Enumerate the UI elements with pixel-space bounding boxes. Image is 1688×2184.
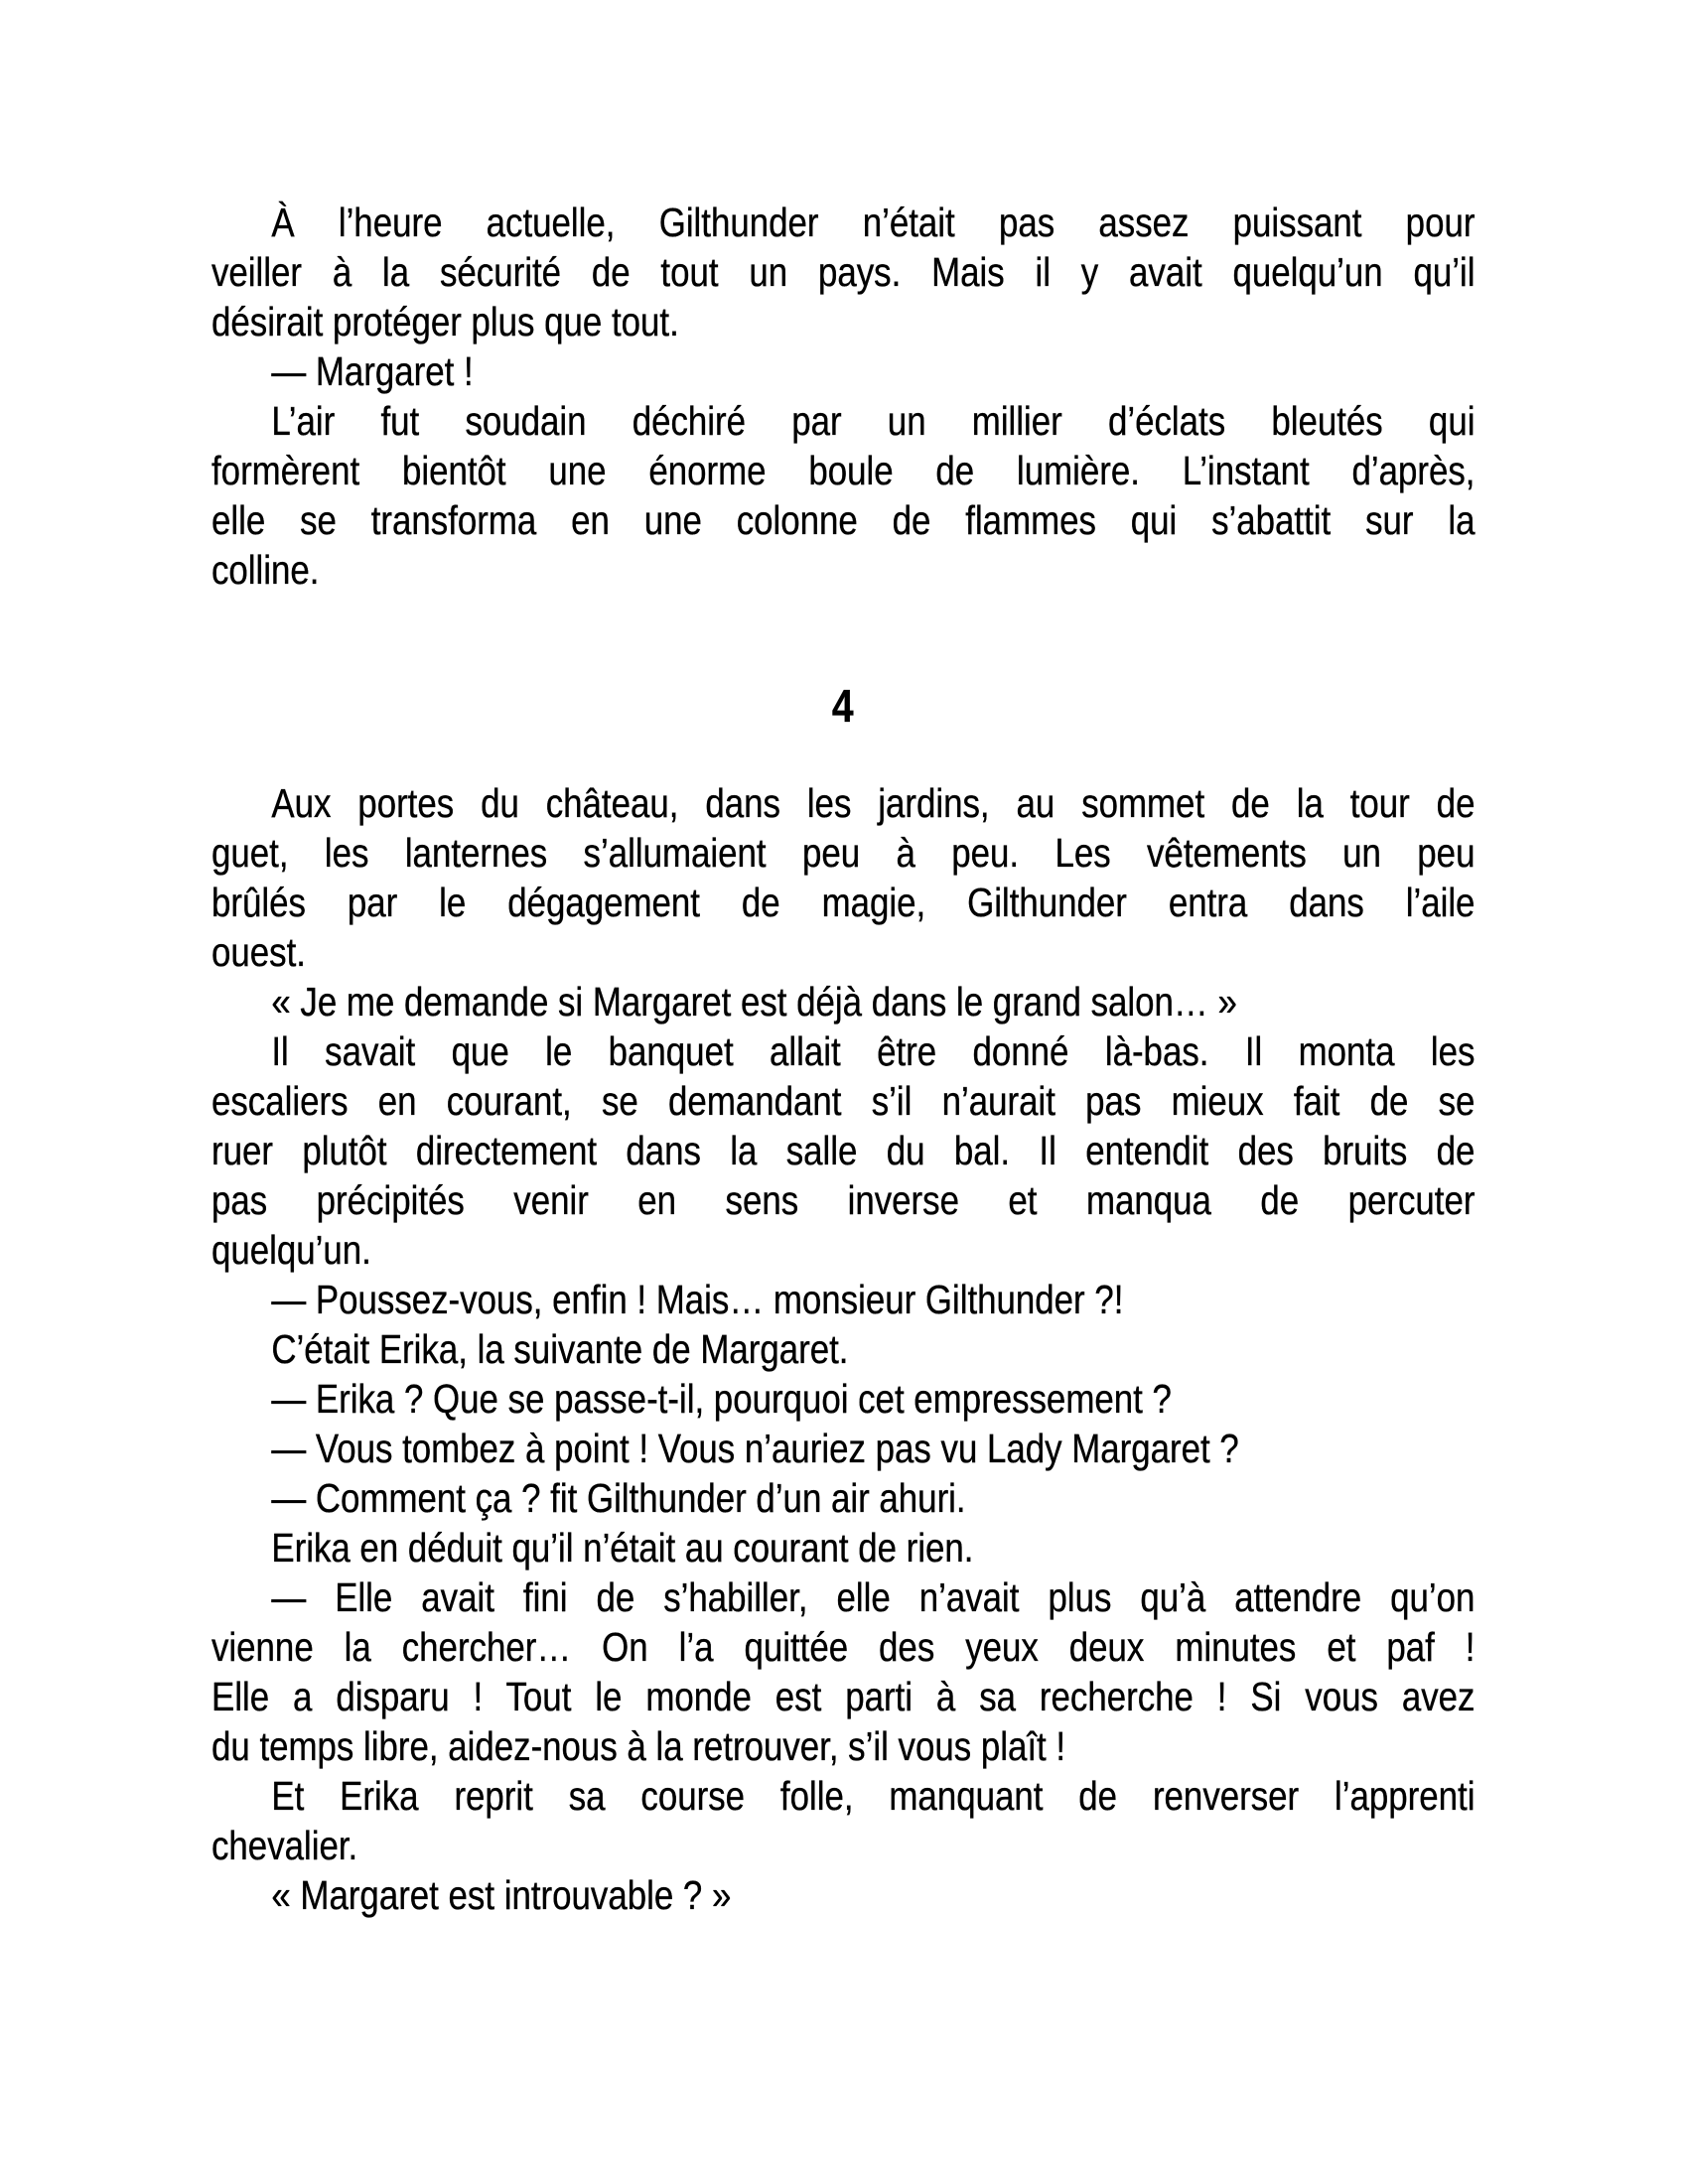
paragraph bbox=[211, 1324, 1475, 1374]
text-line: Aux portes du château, dans les jardins, au sommet de la tour de bbox=[271, 780, 1476, 826]
paragraph bbox=[211, 1026, 1475, 1275]
text-line: ouest. bbox=[211, 929, 306, 975]
text-block bbox=[211, 198, 1475, 1920]
text-line: vienne la chercher… On l’a quittée des yeux deux minutes et paf ! bbox=[211, 1624, 1476, 1670]
text-line: « Margaret est introuvable ? » bbox=[271, 1872, 732, 1918]
paragraphs-after-heading bbox=[211, 778, 1475, 1920]
paragraph bbox=[211, 396, 1475, 595]
text-line: veiller à la sécurité de tout un pays. Mais il y avait quelqu’un qu’il bbox=[211, 249, 1476, 295]
paragraph bbox=[211, 346, 1475, 396]
text-line: Il savait que le banquet allait être donné là-bas. Il monta les bbox=[271, 1028, 1476, 1074]
paragraph bbox=[211, 198, 1475, 346]
text-line: « Je me demande si Margaret est déjà dans le grand salon… » bbox=[271, 979, 1237, 1024]
text-line: Erika en déduit qu’il n’était au courant de rien. bbox=[271, 1525, 974, 1570]
paragraph bbox=[211, 1523, 1475, 1572]
text-line: escaliers en courant, se demandant s’il n’aurait pas mieux fait de se bbox=[211, 1078, 1476, 1124]
text-line: elle se transforma en une colonne de flammes qui s’abattit sur la bbox=[211, 497, 1476, 543]
paragraph bbox=[211, 977, 1475, 1026]
text-line: chevalier. bbox=[211, 1823, 358, 1868]
text-line: Elle a disparu ! Tout le monde est parti à sa recherche ! Si vous avez bbox=[211, 1674, 1476, 1719]
text-line: L’air fut soudain déchiré par un millier d’éclats bleutés qui bbox=[271, 398, 1476, 444]
paragraph bbox=[211, 1374, 1475, 1424]
text-line: C’était Erika, la suivante de Margaret. bbox=[271, 1326, 849, 1372]
paragraph bbox=[211, 1424, 1475, 1473]
text-line: formèrent bientôt une énorme boule de lumière. L’instant d’après, bbox=[211, 448, 1476, 493]
text-line: — Erika ? Que se passe-t-il, pourquoi cet empressement ? bbox=[271, 1376, 1172, 1422]
text-line: ruer plutôt directement dans la salle du bal. Il entendit des bruits de bbox=[211, 1128, 1476, 1173]
text-line: quelqu’un. bbox=[211, 1227, 371, 1273]
text-line: — Comment ça ? fit Gilthunder d’un air ahuri. bbox=[271, 1475, 966, 1521]
text-line: pas précipités venir en sens inverse et manqua de percuter bbox=[211, 1177, 1476, 1223]
paragraph bbox=[211, 1870, 1475, 1920]
paragraph bbox=[211, 778, 1475, 977]
text-line: guet, les lanternes s’allumaient peu à peu. Les vêtements un peu bbox=[211, 830, 1476, 876]
text-line: — Poussez-vous, enfin ! Mais… monsieur Gilthunder ?! bbox=[271, 1277, 1124, 1322]
paragraph bbox=[211, 1275, 1475, 1324]
paragraph bbox=[211, 1572, 1475, 1771]
text-line: du temps libre, aidez-nous à la retrouver, s’il vous plaît ! bbox=[211, 1723, 1066, 1769]
text-line: Et Erika reprit sa course folle, manquant de renverser l’apprenti bbox=[271, 1773, 1476, 1819]
text-line: — Elle avait fini de s’habiller, elle n’avait plus qu’à attendre qu’on bbox=[271, 1574, 1476, 1620]
paragraph bbox=[211, 1771, 1475, 1870]
text-line: — Vous tombez à point ! Vous n’auriez pas vu Lady Margaret ? bbox=[271, 1426, 1239, 1471]
text-line: À l’heure actuelle, Gilthunder n’était pas assez puissant pour bbox=[271, 200, 1476, 245]
chapter-heading: 4 bbox=[831, 680, 855, 732]
paragraphs-before-heading bbox=[211, 198, 1475, 595]
paragraph bbox=[211, 1473, 1475, 1523]
text-line: colline. bbox=[211, 547, 320, 593]
text-line: désirait protéger plus que tout. bbox=[211, 299, 679, 344]
text-line: — Margaret ! bbox=[271, 348, 474, 394]
text-line: brûlés par le dégagement de magie, Gilthunder entra dans l’aile bbox=[211, 880, 1476, 925]
